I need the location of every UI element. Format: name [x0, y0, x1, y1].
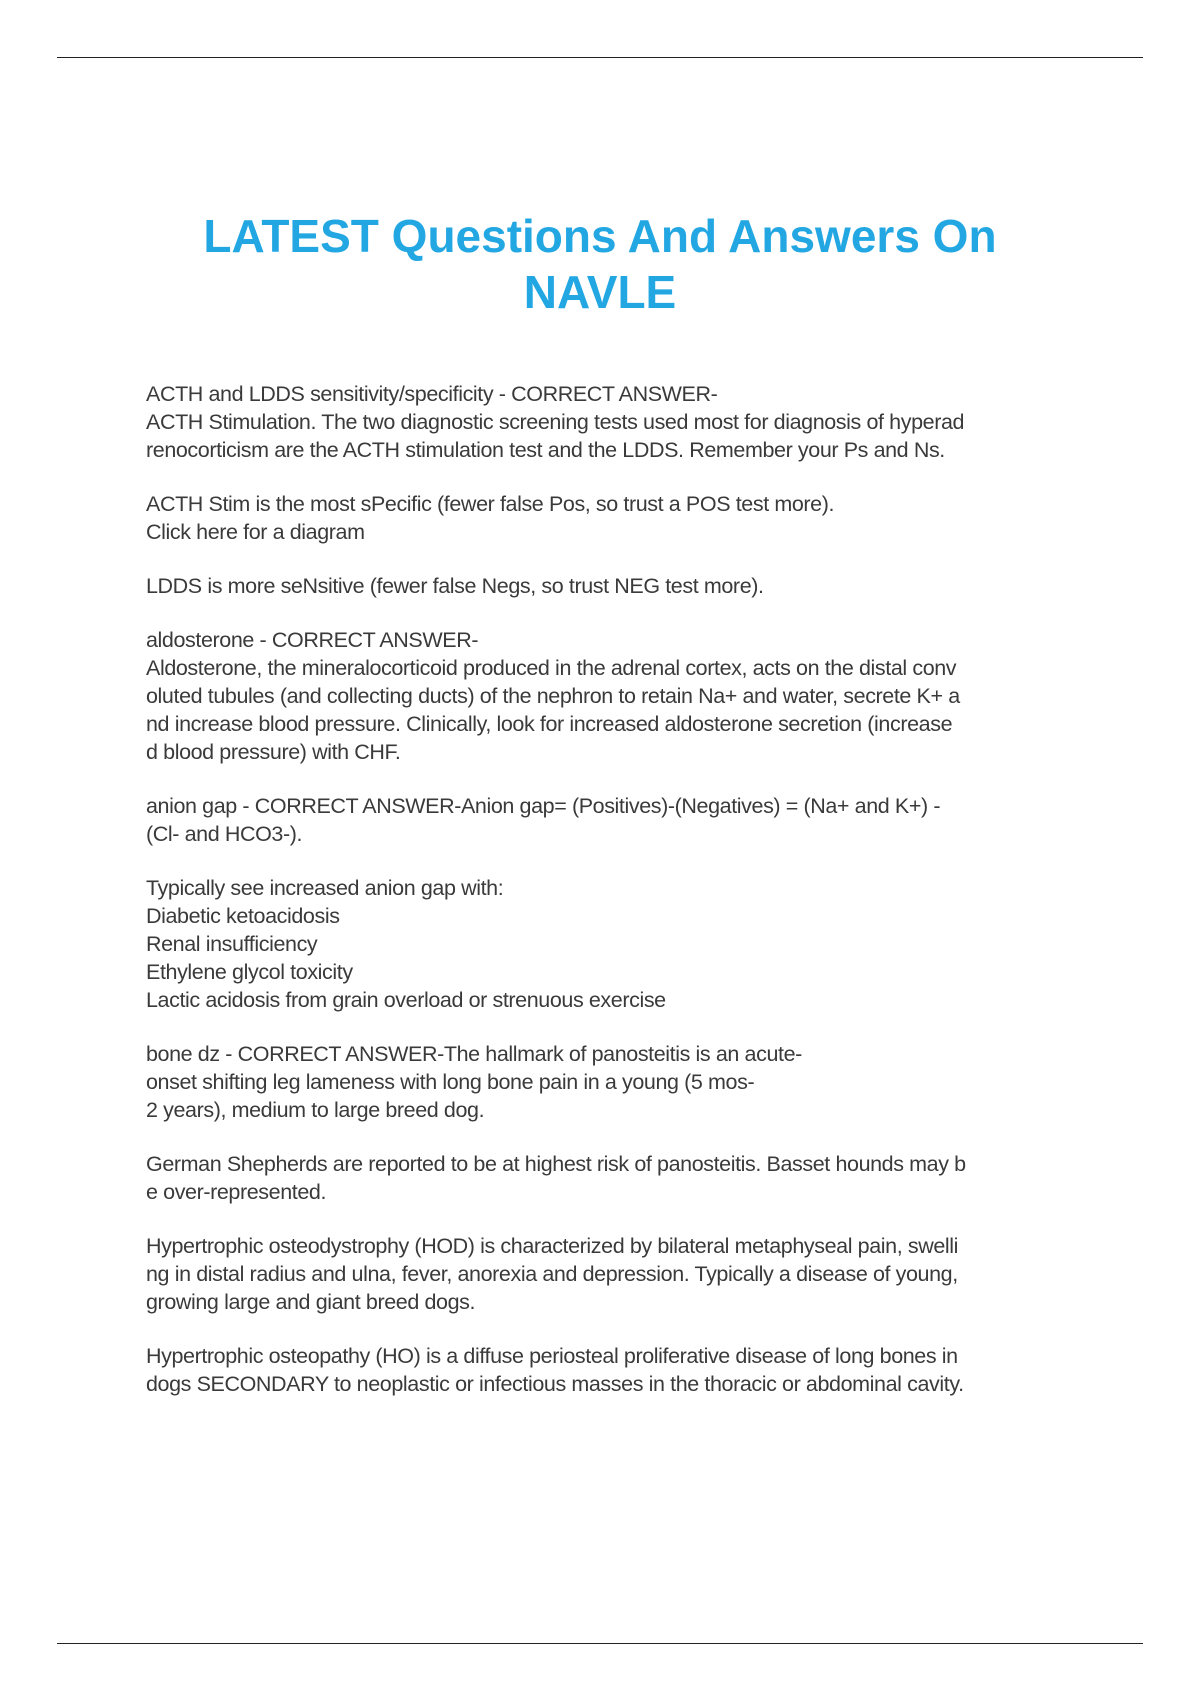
diagram-link-text: Click here for a diagram — [146, 520, 365, 544]
text-line: onset shifting leg lameness with long bone pain in a young (5 mos- — [146, 1070, 755, 1094]
footer-rule — [57, 1643, 1143, 1644]
text-line: ACTH and LDDS sensitivity/specificity - CORRECT ANSWER- — [146, 382, 718, 406]
text-line: ng in distal radius and ulna, fever, anorexia and depression. Typically a disease of young, — [146, 1262, 958, 1286]
paragraph-ho — [146, 1342, 1106, 1398]
paragraph-hod — [146, 1232, 1106, 1316]
text-line: dogs SECONDARY to neoplastic or infectious masses in the thoracic or abdominal cavity. — [146, 1372, 964, 1396]
paragraph-acth-ldds — [146, 380, 1106, 464]
text-line: bone dz - CORRECT ANSWER-The hallmark of panosteitis is an acute- — [146, 1042, 802, 1066]
paragraph-anion-gap-causes — [146, 874, 1106, 1014]
page-title — [0, 208, 1200, 320]
text-line: anion gap - CORRECT ANSWER-Anion gap= (Positives)-(Negatives) = (Na+ and K+) - — [146, 794, 941, 818]
paragraph-anion-gap — [146, 792, 1106, 848]
document-body — [146, 380, 1106, 1424]
paragraph-aldosterone — [146, 626, 1106, 766]
text-line: Diabetic ketoacidosis — [146, 904, 340, 928]
text-line: ACTH Stim is the most sPecific (fewer false Pos, so trust a POS test more). — [146, 492, 835, 516]
text-line: aldosterone - CORRECT ANSWER- — [146, 628, 479, 652]
text-line: renocorticism are the ACTH stimulation test and the LDDS. Remember your Ps and Ns. — [146, 438, 945, 462]
text-line: nd increase blood pressure. Clinically, look for increased aldosterone secretion (increase — [146, 712, 953, 736]
text-line: Renal insufficiency — [146, 932, 318, 956]
text-line: 2 years), medium to large breed dog. — [146, 1098, 485, 1122]
text-line: growing large and giant breed dogs. — [146, 1290, 476, 1314]
paragraph-acth-stim — [146, 490, 1106, 546]
text-line: LDDS is more seNsitive (fewer false Negs, so trust NEG test more). — [146, 574, 764, 598]
text-line: Hypertrophic osteopathy (HO) is a diffuse periosteal proliferative disease of long bones in — [146, 1344, 958, 1368]
paragraph-ldds — [146, 572, 1106, 600]
text-line: German Shepherds are reported to be at highest risk of panosteitis. Basset hounds may b — [146, 1152, 966, 1176]
text-line: d blood pressure) with CHF. — [146, 740, 401, 764]
text-line: Hypertrophic osteodystrophy (HOD) is characterized by bilateral metaphyseal pain, swelli — [146, 1234, 959, 1258]
header-rule — [57, 57, 1143, 58]
page-title-line: LATEST Questions And Answers On — [203, 210, 997, 262]
text-line: ACTH Stimulation. The two diagnostic screening tests used most for diagnosis of hyperad — [146, 410, 965, 434]
text-line: e over-represented. — [146, 1180, 327, 1204]
paragraph-german-shepherds — [146, 1150, 1106, 1206]
text-line: Typically see increased anion gap with: — [146, 876, 504, 900]
text-line: oluted tubules (and collecting ducts) of the nephron to retain Na+ and water, secrete K+ a — [146, 684, 960, 708]
page-title-line: NAVLE — [523, 266, 677, 318]
text-line: (Cl- and HCO3-). — [146, 822, 303, 846]
text-line: Ethylene glycol toxicity — [146, 960, 353, 984]
text-line: Aldosterone, the mineralocorticoid produced in the adrenal cortex, acts on the distal conv — [146, 656, 957, 680]
paragraph-bone-dz — [146, 1040, 1106, 1124]
text-line: Lactic acidosis from grain overload or strenuous exercise — [146, 988, 666, 1012]
